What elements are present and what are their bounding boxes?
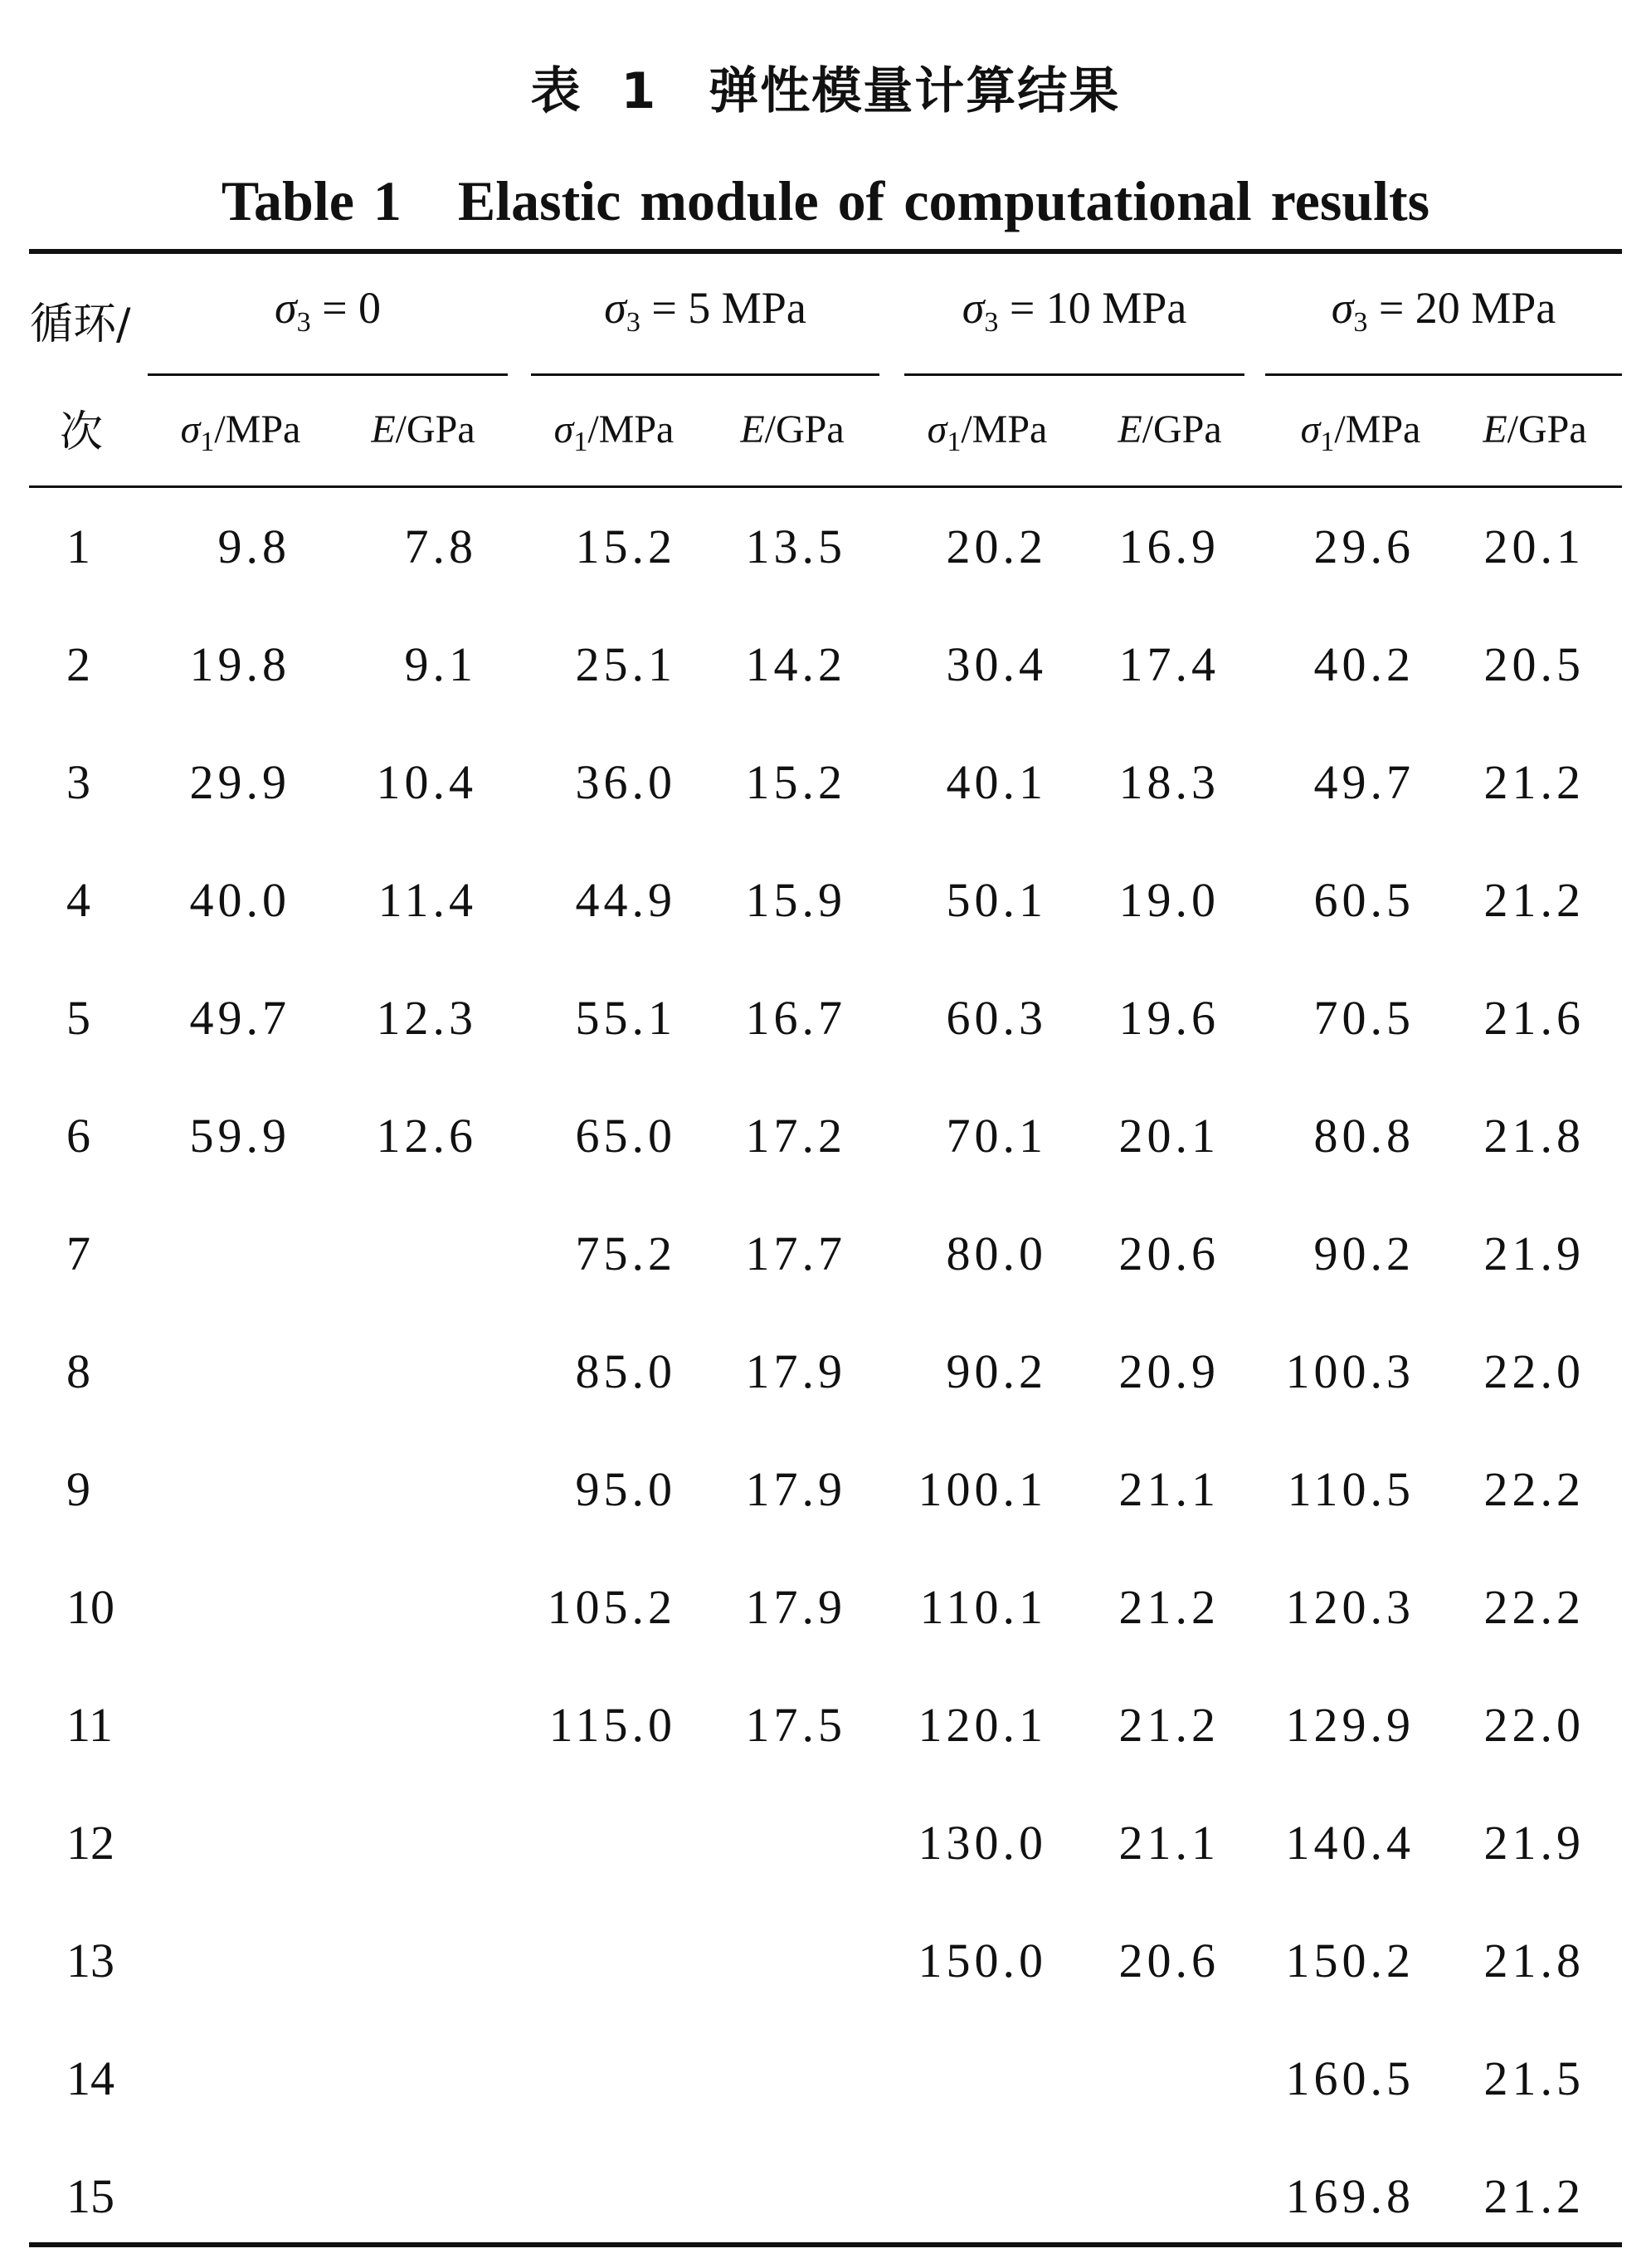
header-text: = 20 MPa [1367, 283, 1556, 333]
group-header-1 [531, 282, 879, 339]
group-underline-0 [148, 373, 508, 376]
sigma1-cell: 15.2 [575, 519, 676, 573]
modulus-cell: 9.1 [404, 637, 477, 691]
modulus-cell: 21.8 [1483, 1109, 1585, 1163]
sigma1-cell: 9.8 [217, 519, 290, 573]
header-text: = 5 MPa [640, 283, 806, 333]
group-header-0 [148, 282, 508, 339]
cycle-cell: 3 [66, 755, 90, 809]
cycle-cell: 5 [66, 991, 90, 1045]
sigma1-cell: 60.5 [1313, 873, 1415, 927]
table-row [0, 1461, 1651, 1528]
sigma1-cell: 90.2 [946, 1344, 1047, 1398]
table-row [0, 1697, 1651, 1763]
header-text: = 10 MPa [998, 283, 1187, 333]
table-row [0, 1108, 1651, 1174]
table-row [0, 1815, 1651, 1881]
table-row [0, 754, 1651, 821]
sigma1-cell: 100.1 [918, 1462, 1047, 1516]
sigma1-cell: 90.2 [1313, 1227, 1415, 1280]
table-row [0, 1933, 1651, 1999]
table-title-chinese: 表 1 弹性模量计算结果 [530, 62, 1121, 120]
sigma1-cell: 150.0 [918, 1934, 1047, 1988]
table-bottom-rule [29, 2242, 1622, 2247]
group-underline-1 [531, 373, 879, 376]
sigma1-cell: 140.4 [1285, 1816, 1415, 1870]
table-row [0, 2051, 1651, 2117]
sigma1-cell: 85.0 [575, 1344, 676, 1398]
sigma1-cell: 50.1 [946, 873, 1047, 927]
group-underline-3 [1265, 373, 1622, 376]
modulus-cell: 16.9 [1118, 519, 1220, 573]
cycle-cell: 15 [66, 2169, 114, 2223]
cycle-cell: 13 [66, 1934, 114, 1988]
sub-header-7 [1444, 407, 1626, 452]
symbol: σ [274, 283, 297, 333]
sigma1-cell: 40.0 [189, 873, 290, 927]
modulus-cell: 17.9 [745, 1462, 846, 1516]
cycle-cell: 10 [66, 1580, 114, 1634]
modulus-cell: 19.6 [1118, 991, 1220, 1045]
sigma1-cell: 100.3 [1285, 1344, 1415, 1398]
header-text: /GPa [764, 407, 845, 451]
modulus-cell: 10.4 [376, 755, 477, 809]
modulus-cell: 12.6 [376, 1109, 477, 1163]
modulus-cell: 20.1 [1118, 1109, 1220, 1163]
cycle-cell: 7 [66, 1227, 90, 1280]
sigma1-cell: 36.0 [575, 755, 676, 809]
sigma1-cell: 110.5 [1287, 1462, 1415, 1516]
modulus-cell: 19.0 [1118, 873, 1220, 927]
header-text: /GPa [1507, 407, 1587, 451]
subscript: 1 [200, 427, 215, 457]
modulus-cell: 17.9 [745, 1580, 846, 1634]
header-text: /MPa [214, 407, 301, 451]
symbol: σ [553, 407, 574, 451]
symbol: σ [604, 283, 626, 333]
symbol: σ [180, 407, 201, 451]
modulus-cell: 21.1 [1118, 1816, 1220, 1870]
table-row [0, 1226, 1651, 1292]
modulus-cell: 17.2 [745, 1109, 846, 1163]
sub-header-1 [332, 407, 514, 452]
sigma1-cell: 95.0 [575, 1462, 676, 1516]
modulus-cell: 22.0 [1483, 1698, 1585, 1752]
modulus-cell: 15.9 [745, 873, 846, 927]
sub-header-6 [1269, 407, 1452, 458]
symbol: σ [1331, 283, 1354, 333]
sigma1-cell: 60.3 [946, 991, 1047, 1045]
sigma1-cell: 120.1 [918, 1698, 1047, 1752]
sigma1-cell: 59.9 [189, 1109, 290, 1163]
sigma1-cell: 55.1 [575, 991, 676, 1045]
modulus-cell: 17.5 [745, 1698, 846, 1752]
symbol: E [1118, 407, 1142, 451]
sigma1-cell: 80.8 [1313, 1109, 1415, 1163]
modulus-cell: 20.5 [1483, 637, 1585, 691]
modulus-cell: 21.1 [1118, 1462, 1220, 1516]
modulus-cell: 20.9 [1118, 1344, 1220, 1398]
modulus-cell: 15.2 [745, 755, 846, 809]
header-bottom-rule [29, 485, 1622, 488]
sub-header-5 [1079, 407, 1261, 452]
table-top-rule [29, 249, 1622, 254]
sigma1-cell: 29.9 [189, 755, 290, 809]
modulus-cell: 17.4 [1118, 637, 1220, 691]
modulus-cell: 13.5 [745, 519, 846, 573]
table-row [0, 2168, 1651, 2235]
symbol: E [740, 407, 765, 451]
cycle-cell: 4 [66, 873, 90, 927]
subscript: 3 [984, 307, 999, 338]
header-text: /GPa [395, 407, 475, 451]
modulus-cell: 12.3 [376, 991, 477, 1045]
symbol: σ [1300, 407, 1321, 451]
sigma1-cell: 40.1 [946, 755, 1047, 809]
table-row [0, 1579, 1651, 1646]
group-header-3 [1265, 282, 1622, 339]
modulus-cell: 16.7 [745, 991, 846, 1045]
modulus-cell: 21.2 [1483, 873, 1585, 927]
sub-header-2 [523, 407, 705, 458]
modulus-cell: 22.2 [1483, 1462, 1585, 1516]
sigma1-cell: 29.6 [1313, 519, 1415, 573]
sigma1-cell: 44.9 [575, 873, 676, 927]
subscript: 1 [1320, 427, 1335, 457]
modulus-cell: 21.2 [1483, 2169, 1585, 2223]
table-row [0, 872, 1651, 939]
modulus-cell: 21.2 [1483, 755, 1585, 809]
sigma1-cell: 110.1 [919, 1580, 1047, 1634]
modulus-cell: 7.8 [404, 519, 477, 573]
sigma1-cell: 115.0 [548, 1698, 676, 1752]
subscript: 1 [947, 427, 962, 457]
cycle-cell: 1 [66, 519, 90, 573]
sigma1-cell: 25.1 [575, 637, 676, 691]
sigma1-cell: 80.0 [946, 1227, 1047, 1280]
cycle-cell: 11 [66, 1698, 113, 1752]
sigma1-cell: 169.8 [1285, 2169, 1415, 2223]
modulus-cell: 17.9 [745, 1344, 846, 1398]
modulus-cell: 21.5 [1483, 2051, 1585, 2105]
sigma1-cell: 120.3 [1285, 1580, 1415, 1634]
sigma1-cell: 105.2 [547, 1580, 676, 1634]
table-row [0, 990, 1651, 1056]
cycle-cell: 12 [66, 1816, 114, 1870]
sigma1-cell: 20.2 [946, 519, 1047, 573]
sigma1-cell: 130.0 [918, 1816, 1047, 1870]
modulus-cell: 21.2 [1118, 1698, 1220, 1752]
modulus-cell: 17.7 [745, 1227, 846, 1280]
modulus-cell: 21.2 [1118, 1580, 1220, 1634]
sigma1-cell: 19.8 [189, 637, 290, 691]
cycle-cell: 6 [66, 1109, 90, 1163]
modulus-cell: 20.1 [1483, 519, 1585, 573]
modulus-cell: 14.2 [745, 637, 846, 691]
cycle-cell: 9 [66, 1462, 90, 1516]
sigma1-cell: 65.0 [575, 1109, 676, 1163]
modulus-cell: 20.6 [1118, 1934, 1220, 1988]
sub-header-4 [896, 407, 1079, 458]
corner-header-line-2: 次 [60, 407, 104, 457]
sub-header-0 [149, 407, 332, 458]
modulus-cell: 18.3 [1118, 755, 1220, 809]
modulus-cell: 22.2 [1483, 1580, 1585, 1634]
subscript: 1 [573, 427, 588, 457]
modulus-cell: 21.6 [1483, 991, 1585, 1045]
sigma1-cell: 30.4 [946, 637, 1047, 691]
sigma1-cell: 129.9 [1285, 1698, 1415, 1752]
symbol: σ [927, 407, 947, 451]
sigma1-cell: 49.7 [1313, 755, 1415, 809]
header-text: /GPa [1142, 407, 1222, 451]
modulus-cell: 11.4 [377, 873, 477, 927]
symbol: E [1483, 407, 1507, 451]
group-header-2 [904, 282, 1244, 339]
cycle-cell: 8 [66, 1344, 90, 1398]
modulus-cell: 20.6 [1118, 1227, 1220, 1280]
subscript: 3 [1353, 307, 1368, 338]
sigma1-cell: 150.2 [1285, 1934, 1415, 1988]
modulus-cell: 21.9 [1483, 1227, 1585, 1280]
header-text: = 0 [310, 283, 382, 333]
sigma1-cell: 40.2 [1313, 637, 1415, 691]
sigma1-cell: 70.5 [1313, 991, 1415, 1045]
cycle-cell: 2 [66, 637, 90, 691]
modulus-cell: 22.0 [1483, 1344, 1585, 1398]
sigma1-cell: 49.7 [189, 991, 290, 1045]
sigma1-cell: 160.5 [1285, 2051, 1415, 2105]
symbol: E [371, 407, 396, 451]
table-row [0, 1344, 1651, 1410]
table-row [0, 637, 1651, 703]
sigma1-cell: 70.1 [946, 1109, 1047, 1163]
symbol: σ [962, 283, 985, 333]
header-text: /MPa [961, 407, 1048, 451]
table-title-english: Table 1 Elastic module of computational results [221, 169, 1430, 232]
sub-header-3 [701, 407, 884, 452]
subscript: 3 [296, 307, 311, 338]
modulus-cell: 21.9 [1483, 1816, 1585, 1870]
subscript: 3 [626, 307, 640, 338]
sigma1-cell: 75.2 [575, 1227, 676, 1280]
modulus-cell: 21.8 [1483, 1934, 1585, 1988]
header-text: /MPa [1334, 407, 1421, 451]
header-text: /MPa [587, 407, 675, 451]
table-row [0, 519, 1651, 585]
group-underline-2 [904, 373, 1244, 376]
cycle-cell: 14 [66, 2051, 114, 2105]
corner-header-line-1: 循环/ [30, 300, 131, 349]
